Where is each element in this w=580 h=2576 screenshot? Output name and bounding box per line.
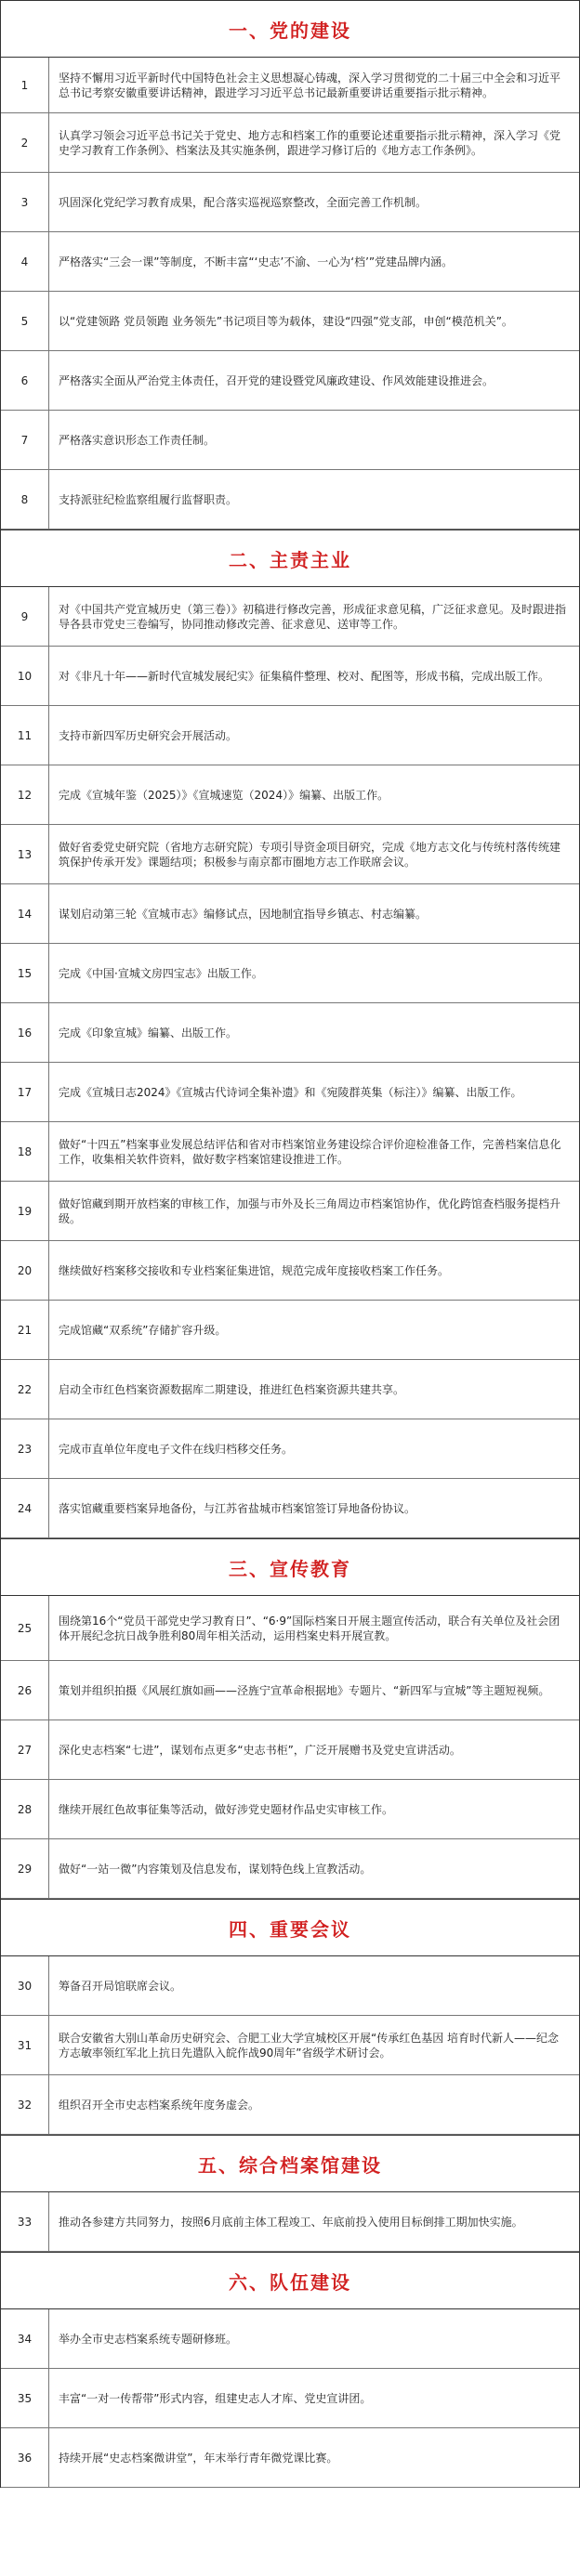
row-number: 27 [1, 1720, 49, 1779]
table-row [1, 411, 579, 470]
row-number: 31 [1, 2016, 49, 2074]
row-text: 落实馆藏重要档案异地备份，与江苏省盐城市档案馆签订异地备份协议。 [59, 1501, 416, 1515]
row-number: 28 [1, 1780, 49, 1838]
row-text: 支持派驻纪检监察组履行监督职责。 [59, 492, 238, 506]
table-row [1, 1360, 579, 1419]
row-text: 严格落实“三会一课”等制度，不断丰富“‘史志’不渝、一心为‘档’”党建品牌内涵。 [59, 255, 454, 268]
row-number: 29 [1, 1839, 49, 1898]
table-row [1, 292, 579, 351]
row-number: 26 [1, 1661, 49, 1720]
row-number: 9 [1, 587, 49, 646]
row-number: 25 [1, 1596, 49, 1660]
table-row [1, 470, 579, 530]
row-number: 5 [1, 292, 49, 350]
row-text: 对《非凡十年——新时代宣城发展纪实》征集稿件整理、校对、配图等，形成书稿，完成出版工作。 [59, 669, 550, 683]
table-row [1, 1661, 579, 1720]
table-row [1, 173, 579, 232]
row-number: 22 [1, 1360, 49, 1419]
table-row [1, 944, 579, 1003]
table-row [1, 2309, 579, 2369]
section-header: 二、主责主业 [1, 530, 579, 587]
row-text: 联合安徽省大别山革命历史研究会、合肥工业大学宣城校区开展“传承红色基因 培育时代新人——纪念方志敏率领红军北上抗日先遣队入皖作战90周年”省级学术研讨会。 [59, 2031, 560, 2059]
row-text: 坚持不懈用习近平新时代中国特色社会主义思想凝心铸魂，深入学习贯彻党的二十届三中全会和习近平总书记考察安徽重要讲话精神，跟进学习习近平总书记最新重要讲话重要指示批示精神。 [59, 71, 561, 99]
row-text: 对《中国共产党宣城历史（第三卷）》初稿进行修改完善，形成征求意见稿，广泛征求意见。及时跟进指导各县市党史三卷编写，协同推动修改完善、征求意见、送审等工作。 [59, 602, 567, 631]
row-number: 24 [1, 1479, 49, 1537]
row-number: 2 [1, 113, 49, 172]
row-text: 深化史志档案“七进”，谋划布点更多“史志书柜”，广泛开展赠书及党史宣讲活动。 [59, 1743, 461, 1757]
row-text: 继续做好档案移交接收和专业档案征集进馆，规范完成年度接收档案工作任务。 [59, 1263, 450, 1277]
row-number: 35 [1, 2369, 49, 2427]
section-header: 五、综合档案馆建设 [1, 2135, 579, 2192]
table-row [1, 1419, 579, 1479]
section-header: 六、队伍建设 [1, 2252, 579, 2309]
table-row [1, 1956, 579, 2016]
row-number: 19 [1, 1182, 49, 1240]
table-row [1, 587, 579, 647]
row-number: 33 [1, 2192, 49, 2251]
row-number: 14 [1, 884, 49, 943]
row-text: 谋划启动第三轮《宣城市志》编修试点，因地制宜指导乡镇志、村志编纂。 [59, 907, 428, 921]
table-row [1, 765, 579, 825]
row-number: 16 [1, 1003, 49, 1062]
section-header: 四、重要会议 [1, 1899, 579, 1956]
row-text: 巩固深化党纪学习教育成果，配合落实巡视巡察整改，全面完善工作机制。 [59, 195, 428, 209]
table-row [1, 2075, 579, 2135]
row-number: 3 [1, 173, 49, 231]
row-number: 18 [1, 1122, 49, 1181]
table-row [1, 1720, 579, 1780]
table-row [1, 1839, 579, 1899]
table-row [1, 1182, 579, 1241]
row-text: 围绕第16个“党员干部党史学习教育日”、“6·9”国际档案日开展主题宣传活动，联合有关单位及社会团体开展纪念抗日战争胜利80周年相关活动，运用档案史料开展宣教。 [59, 1614, 560, 1642]
row-text: 推动各参建方共同努力，按照6月底前主体工程竣工、年底前投入使用目标倒排工期加快实施。 [59, 2215, 523, 2229]
row-number: 17 [1, 1063, 49, 1121]
row-number: 13 [1, 825, 49, 883]
row-number: 30 [1, 1956, 49, 2015]
row-text: 筹备召开局馆联席会议。 [59, 1979, 182, 1993]
row-text: 以“党建领路 党员领跑 业务领先”书记项目等为载体，建设“四强”党支部，申创“模范机关”。 [59, 314, 513, 328]
table-row [1, 647, 579, 706]
table-row [1, 706, 579, 765]
row-number: 21 [1, 1301, 49, 1359]
row-text: 完成《宣城年鉴（2025）》《宣城速览（2024）》编纂、出版工作。 [59, 788, 389, 802]
row-number: 7 [1, 411, 49, 469]
row-text: 策划并组织拍摄《风展红旗如画——泾旌宁宣革命根据地》专题片、“新四军与宣城”等主题短视频。 [59, 1683, 550, 1697]
table-row [1, 1241, 579, 1301]
table-row [1, 825, 579, 884]
table-row [1, 884, 579, 944]
table-row [1, 2369, 579, 2428]
row-text: 做好馆藏到期开放档案的审核工作，加强与市外及长三角周边市档案馆协作，优化跨馆查档服务提档升级。 [59, 1196, 561, 1225]
row-number: 6 [1, 351, 49, 410]
table-row [1, 1122, 579, 1182]
row-text: 认真学习领会习近平总书记关于党史、地方志和档案工作的重要论述重要指示批示精神，深入学习《党史学习教育工作条例》、档案法及其实施条例，跟进学习修订后的《地方志工作条例》。 [59, 128, 561, 157]
table-row [1, 1301, 579, 1360]
row-text: 继续开展红色故事征集等活动，做好涉党史题材作品史实审核工作。 [59, 1802, 394, 1816]
row-number: 32 [1, 2075, 49, 2134]
row-text: 完成《中国·宣城文房四宝志》出版工作。 [59, 966, 263, 980]
row-text: 严格落实意识形态工作责任制。 [59, 433, 216, 447]
table-row [1, 113, 579, 173]
row-number: 15 [1, 944, 49, 1002]
table-row [1, 1479, 579, 1538]
table-row [1, 1003, 579, 1063]
row-text: 组织召开全市史志档案系统年度务虚会。 [59, 2098, 260, 2112]
row-number: 20 [1, 1241, 49, 1300]
row-text: 丰富“一对一传帮带”形式内容，组建史志人才库、党史宣讲团。 [59, 2391, 372, 2405]
row-number: 8 [1, 470, 49, 529]
row-number: 12 [1, 765, 49, 824]
table-row [1, 2428, 579, 2488]
table-row [1, 351, 579, 411]
table-row [1, 2192, 579, 2252]
table-row [1, 1596, 579, 1661]
row-text: 做好省委党史研究院（省地方志研究院）专项引导资金项目研究，完成《地方志文化与传统村落传统建筑保护传承开发》课题结项；积极参与南京都市圈地方志工作联席会议。 [59, 840, 561, 869]
row-text: 完成《印象宣城》编纂、出版工作。 [59, 1026, 238, 1040]
row-number: 10 [1, 647, 49, 705]
row-number: 36 [1, 2428, 49, 2487]
row-text: 完成市直单位年度电子文件在线归档移交任务。 [59, 1442, 294, 1456]
table-row [1, 232, 579, 292]
row-number: 1 [1, 58, 49, 112]
table-row [1, 1780, 579, 1839]
row-text: 支持市新四军历史研究会开展活动。 [59, 728, 238, 742]
row-text: 完成《宣城日志2024》《宣城古代诗词全集补遗》和《宛陵群英集（标注）》编纂、出版工作。 [59, 1085, 522, 1099]
row-text: 做好“一站一微”内容策划及信息发布，谋划特色线上宣教活动。 [59, 1862, 372, 1876]
section-header: 三、宣传教育 [1, 1538, 579, 1596]
row-text: 完成馆藏“双系统”存储扩容升级。 [59, 1323, 227, 1337]
row-text: 做好“十四五”档案事业发展总结评估和省对市档案馆业务建设综合评价迎检准备工作，完善档案信息化工作，收集相关软件资料，做好数字档案馆建设推进工作。 [59, 1137, 561, 1166]
row-text: 举办全市史志档案系统专题研修班。 [59, 2332, 238, 2346]
row-text: 持续开展“史志档案微讲堂”，年末举行青年微党课比赛。 [59, 2451, 338, 2465]
row-number: 34 [1, 2309, 49, 2368]
table-row [1, 1063, 579, 1122]
table-row [1, 58, 579, 113]
table-row [1, 2016, 579, 2075]
row-number: 4 [1, 232, 49, 291]
row-number: 11 [1, 706, 49, 765]
section-header: 一、党的建设 [1, 0, 579, 58]
row-text: 启动全市红色档案资源数据库二期建设，推进红色档案资源共建共享。 [59, 1382, 405, 1396]
row-text: 严格落实全面从严治党主体责任，召开党的建设暨党风廉政建设、作风效能建设推进会。 [59, 373, 494, 387]
row-number: 23 [1, 1419, 49, 1478]
